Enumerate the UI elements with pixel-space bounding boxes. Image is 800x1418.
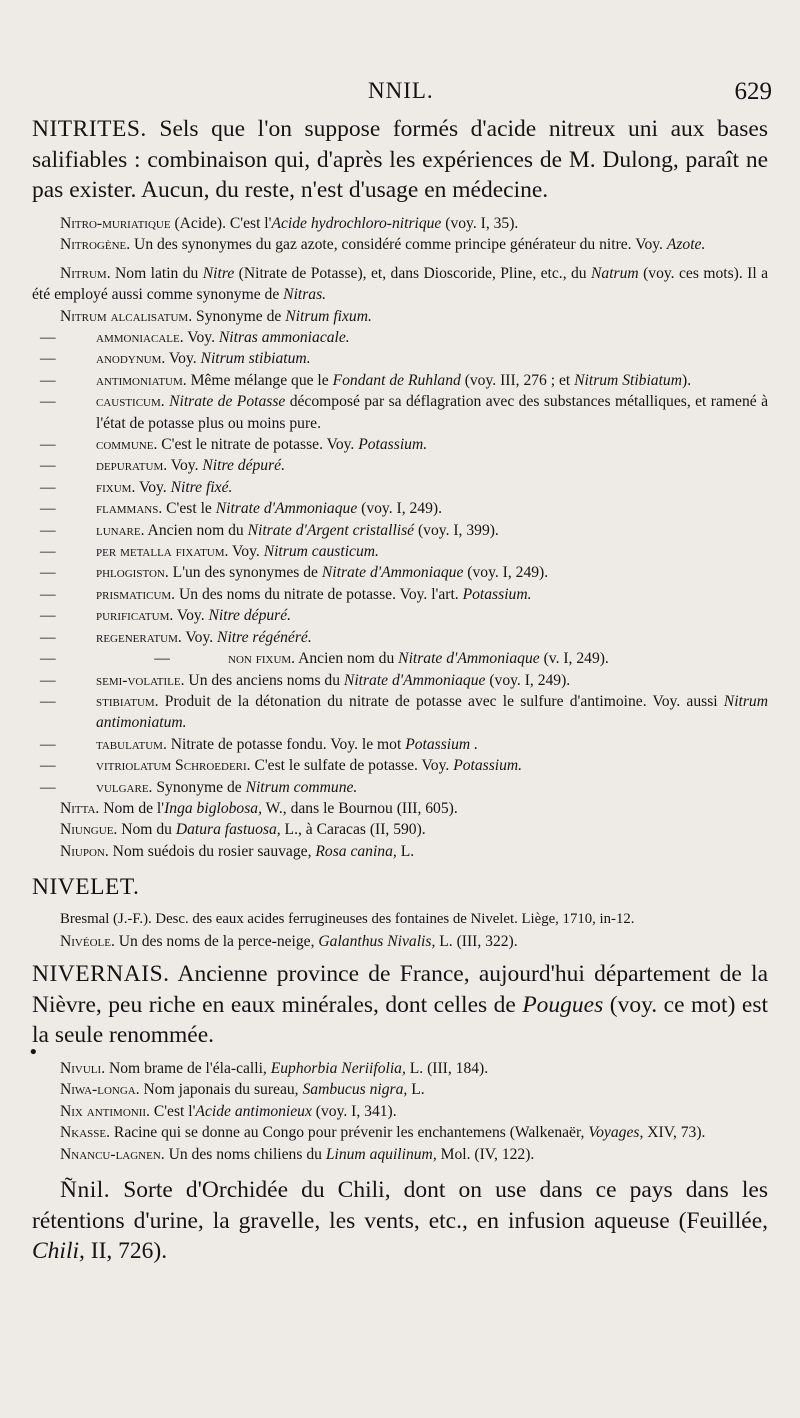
sub-entry (32, 670, 768, 691)
headword: Nitta. (60, 799, 100, 817)
sub-entry (32, 691, 768, 734)
headword: vulgare. (96, 778, 153, 796)
entry-text: L. (407, 1081, 425, 1099)
dash: — (40, 500, 56, 518)
entry-italic: Chili, (32, 1238, 85, 1265)
dash: — (40, 585, 56, 603)
entry-nitrum-alcalisatum (32, 306, 768, 328)
sub-entry (32, 734, 768, 755)
entry-text: Nom suédois du rosier sauvage, (108, 842, 316, 860)
entry-text: Voy. (165, 350, 201, 368)
entry-text: Synonyme de (192, 307, 286, 325)
entry-italic: Pougues (522, 991, 604, 1018)
dash: — (40, 457, 56, 475)
sub-entry-text (96, 370, 768, 391)
entry-text: (voy. I, 249). (463, 564, 549, 582)
sub-entry-text (96, 777, 768, 798)
headword: Nkasse. (60, 1124, 111, 1142)
dash: — (40, 436, 56, 454)
sub-entry-text (96, 348, 768, 369)
sub-entry-non-fixum (32, 648, 768, 669)
headword: purificatum. (96, 607, 174, 625)
entry-text: Même mélange que le (186, 371, 333, 389)
entry-text: (voy. I, 249). (357, 500, 442, 518)
entry-italic: Nitre dépuré. (208, 607, 292, 625)
dash: — (40, 650, 56, 668)
entry-italic: Acide hydrochloro-nitrique (271, 214, 442, 232)
entry-italic: Nitras. (283, 286, 327, 303)
headword: Nitrogène. (60, 236, 131, 253)
running-head (0, 78, 800, 112)
entry-italic: Fondant de Ruhland (332, 371, 461, 389)
entry-text: Nom japonais du sureau, (139, 1081, 303, 1099)
entry-text: Nom brame de l'éla-calli, (105, 1059, 271, 1077)
headword: causticum. (96, 393, 165, 411)
entry-italic: Nitre régénéré. (217, 628, 312, 646)
entry-nivuli (32, 1058, 768, 1080)
dash: — (40, 692, 56, 710)
entry-nnancu-lagnen (32, 1144, 768, 1166)
sub-entry (32, 434, 768, 455)
entry-text: Voy. (173, 607, 209, 625)
entry-text: Un des noms chiliens du (164, 1145, 326, 1163)
sub-entry-text (96, 627, 768, 648)
dash: — (40, 671, 56, 689)
sub-entry-text (96, 562, 768, 583)
sub-entry-text (96, 391, 768, 434)
headword: NITRITES. (32, 116, 147, 142)
entry-text: (voy. I, 399). (414, 521, 499, 539)
entry-italic: Datura fastuosa, (175, 821, 281, 839)
entry-text: (voy. ce mot) est la seule renommée. (32, 991, 768, 1049)
headword: semi-volatile. (96, 671, 185, 689)
sub-entry-text (96, 498, 768, 519)
entry-italic: Nitrum antimoniatum. (96, 692, 768, 732)
entry-italic: Natrum (591, 264, 639, 282)
entry-text: L. (III, 184). (405, 1059, 489, 1077)
headword: Ñnil. (60, 1177, 111, 1204)
sub-entry-text (96, 691, 768, 734)
headword: prismaticum. (96, 585, 176, 603)
sub-entry (32, 627, 768, 648)
entry-italic: Nitrate d'Ammoniaque (215, 500, 358, 518)
headword: Niupon. (60, 842, 109, 860)
dash: — (40, 350, 56, 368)
headword: Nnancu-lagnen. (60, 1145, 165, 1163)
sub-entry (32, 755, 768, 776)
entry-italic: Nitrum stibiatum. (200, 350, 311, 368)
sub-entry-text (96, 584, 768, 605)
bibliography-nivelet: Bresmal (J.-F.). Desc. des eaux acides ferrugineuses des fontaines de Nivelet. Liège, 1710, in-12. (60, 911, 635, 928)
entry-italic: Nitrate d'Argent cristallisé (247, 521, 415, 539)
sub-entry-text (96, 520, 768, 541)
entry-text: Ancien nom du (295, 650, 399, 668)
sub-entry (32, 455, 768, 476)
entry-italic: Linum aquilinum, (325, 1145, 437, 1163)
page-content (32, 114, 768, 1267)
dash: — (40, 393, 56, 411)
entry-italic: Acide antimonieux (195, 1102, 312, 1120)
entry-text: décomposé par sa déflagration avec des substances métalliques, et ramené à l'état de potasse plus ou moins pure. (96, 393, 768, 432)
dash: — (40, 757, 56, 775)
sub-entry-list (32, 670, 768, 798)
entry-italic: Nitrum causticum. (263, 543, 379, 561)
entry-text: Ancien nom du (144, 521, 248, 539)
headword: non fixum. (228, 650, 296, 668)
entry-italic: Rosa canina, (315, 842, 397, 860)
page-number: 629 (734, 78, 772, 105)
entry-italic: Azote. (666, 236, 706, 253)
entry-text: Un des noms de la perce-neige, (114, 932, 319, 950)
entry-text: Nom du (117, 821, 176, 839)
sub-entry (32, 584, 768, 605)
entry-italic: Galanthus Nivalis, (318, 932, 436, 950)
entry-text: Un des noms du nitrate de potasse. Voy. l'art. (175, 585, 463, 603)
entry-text: Nom latin du (110, 264, 203, 282)
entry-text: II, 726). (84, 1238, 168, 1265)
entry-text: (voy. III, 276 ; et (460, 371, 575, 389)
entry-nivernais (32, 959, 768, 1051)
entry-nitro-muriatique (32, 213, 768, 235)
entry-italic: Euphorbia Neriifolia, (270, 1059, 406, 1077)
dash: — (154, 650, 170, 668)
dash: — (40, 628, 56, 646)
entry-italic: Nitrum fixum. (285, 307, 372, 325)
entry-nitrites (32, 114, 768, 206)
entry-text: Sels que l'on suppose formés d'acide nitreux uni aux bases salifiables : combinaison qui, d'après les expériences de M. Dulong, paraît ne pas exister. Aucun, du reste, n'est d'usage en médecine. (32, 116, 769, 203)
entry-text: L. (III, 322). (435, 932, 518, 950)
headword: Nitro-muriatique (60, 214, 171, 232)
entry-text: Ancienne province de France, aujourd'hui département de la Nièvre, peu riche en eaux minérales, dont celles de (32, 961, 768, 1018)
entry-text: Produit de la détonation du nitrate de potasse avec le sulfure d'antimoine. Voy. aussi (158, 692, 724, 710)
dash: — (40, 564, 56, 582)
entry-text: XIV, 73). (643, 1124, 706, 1142)
entry-italic: Potassium. (462, 585, 532, 603)
entry-nitrum (32, 263, 768, 306)
entry-italic: Nitre (202, 264, 235, 282)
headword: ammoniacale. (96, 329, 184, 346)
dash: — (40, 735, 56, 753)
sub-entry (32, 605, 768, 626)
entry-text: L. (396, 842, 415, 860)
entry-italic: Potassium . (405, 735, 478, 753)
entry-text: C'est le nitrate de potasse. Voy. (157, 436, 359, 454)
entry-text: (Acide). C'est l' (170, 214, 272, 232)
entry-italic: Nitrate d'Ammoniaque (321, 564, 464, 582)
sub-entry (32, 391, 768, 434)
entry-text: (voy. I, 249). (485, 671, 571, 689)
headword: antimoniatum. (96, 371, 187, 389)
running-head-title: NNIL. (368, 78, 434, 103)
entry-text: ). (682, 371, 692, 389)
entry-italic: Nitrum Stibiatum (574, 371, 682, 389)
entry-nitrogene (32, 234, 768, 256)
sub-entry (32, 370, 768, 391)
entry-text: Mol. (IV, 122). (436, 1145, 535, 1163)
entry-italic: Nitrum commune. (245, 778, 358, 796)
entry-italic: Nitre fixé. (170, 478, 233, 496)
entry-text: L., à Caracas (II, 590). (280, 821, 426, 839)
sub-entry-text (96, 477, 768, 498)
entry-nitta (32, 798, 768, 820)
headword: commune. (96, 436, 158, 454)
entry-text: (voy. ces mots). Il a été employé aussi comme synonyme de (32, 264, 769, 303)
entry-italic: Nitrate d'Ammoniaque (398, 650, 540, 668)
entry-italic: Voyages, (588, 1124, 644, 1142)
entry-niwa-longa (32, 1079, 768, 1101)
headword: tabulatum. (96, 735, 167, 753)
dash: — (40, 607, 56, 625)
headword: lunare. (96, 521, 145, 539)
headword: regeneratum. (96, 628, 182, 646)
entry-italic: Nitrate d'Ammoniaque (343, 671, 486, 689)
entry-text: Voy. (167, 457, 203, 475)
entry-nnil (32, 1175, 768, 1267)
entry-text: (Nitrate de Potasse), et, dans Dioscoride, Pline, etc., du (234, 264, 592, 282)
dash: — (40, 478, 56, 496)
dash: — (40, 521, 56, 539)
headword: Niungue. (60, 821, 118, 839)
dash: — (40, 371, 56, 389)
headword: depuratum. (96, 457, 168, 475)
sub-entry (32, 541, 768, 562)
entry-niungue (32, 819, 768, 841)
headword: phlogiston. (96, 564, 169, 582)
sub-entry (32, 348, 768, 369)
entry-text: C'est le sulfate de potasse. Voy. (250, 757, 454, 775)
entry-italic: Sambucus nigra, (302, 1081, 408, 1099)
margin-bullet: • (28, 1042, 39, 1063)
sub-entry (32, 520, 768, 541)
entry-text: Racine qui se donne au Congo pour prévenir les enchantemens (Walkenaër, (110, 1124, 589, 1142)
entry-nix-antimonii (32, 1101, 768, 1123)
entry-text: (voy. I, 341). (311, 1102, 397, 1120)
dash: — (40, 778, 56, 796)
entry-niveole (32, 931, 768, 953)
entry-italic: Inga biglobosa, (164, 799, 262, 817)
sub-entry (32, 777, 768, 798)
headword: Nivuli. (60, 1059, 106, 1077)
entry-text: (v. I, 249). (539, 650, 609, 668)
entry-italic: Nitras ammoniacale. (218, 329, 350, 346)
sub-entry (32, 562, 768, 583)
sub-entry (32, 498, 768, 519)
sub-entry-text (96, 605, 768, 626)
headword: Nix antimonii. (60, 1102, 150, 1120)
sub-entry-text (96, 455, 768, 476)
entry-text: Nitrate de potasse fondu. Voy. le mot (166, 735, 406, 753)
headword: Niwa-longa. (60, 1081, 140, 1099)
entry-text: Sorte d'Orchidée du Chili, dont on use dans ce pays dans les rétentions d'urine, la gravelle, les vents, etc., en infusion aqueuse (Feuillée, (32, 1177, 768, 1234)
headword: Nitrum alcalisatum. (60, 307, 193, 325)
sub-entry-text (96, 434, 768, 455)
sub-entry-text (96, 734, 768, 755)
entry-italic: Potassium. (358, 436, 428, 454)
headword: vitriolatum Schroederi. (96, 757, 251, 775)
entry-text: L'un des synonymes de (168, 564, 322, 582)
entry-text: Voy. (135, 478, 171, 496)
dash: — (40, 543, 56, 561)
entry-italic: Nitre dépuré. (202, 457, 285, 475)
entry-niupon (32, 841, 768, 863)
headword: Nivéole. (60, 932, 115, 950)
sub-entry-text (96, 327, 768, 348)
dash: — (40, 329, 56, 346)
sub-entry-list (32, 327, 768, 648)
headword: fixum. (96, 478, 136, 496)
sub-entry (32, 327, 768, 348)
entry-text: Un des synonymes du gaz azote, considéré comme principe générateur du nitre. Voy. (130, 236, 667, 253)
headword: per metalla fixatum. (96, 543, 229, 561)
entry-text: Voy. (181, 628, 218, 646)
headword: flammans. (96, 500, 163, 518)
entry-text: C'est le (162, 500, 216, 518)
sub-entry-text (96, 755, 768, 776)
entry-text: (voy. I, 35). (441, 214, 519, 232)
sub-entry-text (96, 670, 768, 691)
section-heading-nivelet: NIVELET. (32, 874, 140, 901)
entry-text: C'est l' (149, 1102, 196, 1120)
entry-nkasse (32, 1122, 768, 1144)
entry-text: Un des anciens noms du (184, 671, 344, 689)
entry-italic: Nitrate de Potasse (169, 393, 286, 411)
entry-text: Nom de l' (99, 799, 165, 817)
sub-entry-text (96, 541, 768, 562)
entry-text: Synonyme de (152, 778, 246, 796)
entry-text: Voy. (228, 543, 264, 561)
headword: Nitrum. (60, 264, 111, 282)
entry-text: W., dans le Bournou (III, 605). (261, 799, 458, 817)
entry-italic: Potassium. (453, 757, 523, 775)
headword: stibiatum. (96, 692, 159, 710)
headword: anodynum. (96, 350, 166, 368)
entry-text: Voy. (183, 329, 219, 346)
sub-entry (32, 477, 768, 498)
headword: NIVERNAIS. (32, 961, 170, 988)
